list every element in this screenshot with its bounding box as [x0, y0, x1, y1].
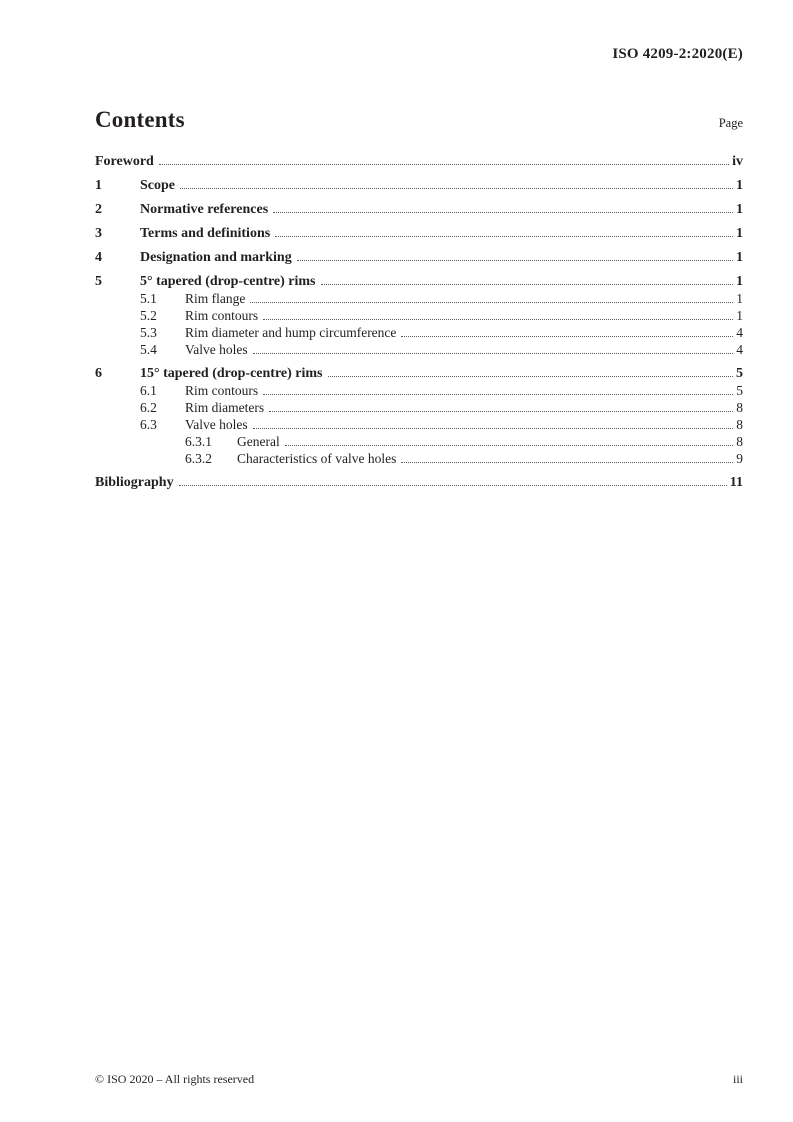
toc-entry [95, 365, 743, 382]
toc-dot-leader [159, 164, 729, 165]
toc-entry-title: Foreword [95, 154, 154, 169]
toc-dot-leader [269, 411, 733, 412]
toc-entry-number: 5.4 [140, 342, 157, 357]
toc-entry [95, 341, 743, 358]
toc-entry-page: 1 [736, 250, 743, 265]
toc-entry [95, 324, 743, 341]
toc-entry-title: General [237, 434, 280, 449]
toc-entry-number: 6.2 [140, 400, 157, 415]
toc-entry-page: 1 [736, 226, 743, 241]
toc-entry-page: 1 [736, 291, 743, 306]
toc-entry-title: Bibliography [95, 475, 174, 490]
toc-entry-number: 1 [95, 178, 102, 193]
page [95, 0, 743, 491]
toc-entry-title: Characteristics of valve holes [237, 451, 397, 466]
toc-entry-page: iv [732, 154, 743, 169]
toc-dot-leader [253, 353, 734, 354]
copyright-notice: © ISO 2020 – All rights reserved [95, 1072, 255, 1086]
toc-entry-title: Terms and definitions [140, 226, 271, 241]
toc-dot-leader [263, 394, 733, 395]
toc-entry-page: 5 [736, 383, 743, 398]
toc-entry-title: Scope [140, 178, 175, 193]
toc-dot-leader [263, 319, 733, 320]
toc-entry-title: Valve holes [185, 342, 248, 357]
contents-title: Contents [95, 107, 185, 132]
toc-entry [95, 290, 743, 307]
toc-entry [95, 153, 743, 170]
toc-dot-leader [180, 188, 733, 189]
toc-entry-page: 9 [736, 451, 743, 466]
toc-entry [95, 249, 743, 266]
toc-entry-title: Designation and marking [140, 250, 292, 265]
toc-entry-number: 5.3 [140, 325, 157, 340]
toc-entry-number: 6.3.2 [185, 451, 212, 466]
toc-dot-leader [250, 302, 733, 303]
toc-dot-leader [321, 284, 733, 285]
contents-header [95, 107, 743, 133]
toc-entry [95, 474, 743, 491]
toc-entry-page: 4 [736, 325, 743, 340]
toc-entry [95, 307, 743, 324]
toc-dot-leader [401, 462, 733, 463]
toc-entry [95, 450, 743, 467]
toc-entry [95, 273, 743, 290]
toc-entry-number: 5 [95, 274, 102, 289]
folio-page-number: iii [732, 1072, 743, 1086]
toc-entry-title: Valve holes [185, 417, 248, 432]
toc-dot-leader [275, 236, 733, 237]
toc-entry-number: 5.2 [140, 308, 157, 323]
toc-entry [95, 416, 743, 433]
toc-dot-leader [273, 212, 733, 213]
toc-entry-page: 5 [736, 366, 743, 381]
toc-entry-title: 15° tapered (drop-centre) rims [140, 366, 323, 381]
toc-entry-page: 11 [729, 475, 743, 490]
toc-entry [95, 399, 743, 416]
toc-entry-title: Rim diameters [185, 400, 265, 415]
toc-dot-leader [253, 428, 734, 429]
toc-entry-number: 6.1 [140, 383, 157, 398]
toc-entry-number: 2 [95, 202, 102, 217]
toc-entry-number: 5.1 [140, 291, 157, 306]
toc-entry-page: 8 [736, 417, 743, 432]
toc-entry [95, 177, 743, 194]
toc-entry-number: 6.3 [140, 417, 157, 432]
toc-entry-title: Normative references [140, 202, 269, 217]
toc-list [95, 153, 743, 491]
toc-entry [95, 225, 743, 242]
toc-entry-title: Rim contours [185, 308, 259, 323]
toc-entry-number: 4 [95, 250, 102, 265]
toc-entry [95, 201, 743, 218]
page-column-label: Page [718, 116, 743, 130]
toc-entry-title: Rim flange [185, 291, 246, 306]
toc-dot-leader [401, 336, 733, 337]
toc-entry-number: 3 [95, 226, 102, 241]
toc-entry [95, 382, 743, 399]
toc-dot-leader [285, 445, 734, 446]
toc-dot-leader [179, 485, 727, 486]
toc-entry-page: 1 [736, 202, 743, 217]
toc-entry-number: 6.3.1 [185, 434, 212, 449]
toc-entry-title: Rim contours [185, 383, 259, 398]
toc-entry-page: 8 [736, 434, 743, 449]
toc-entry-title: Rim diameter and hump circumference [185, 325, 397, 340]
toc-dot-leader [328, 376, 733, 377]
toc-entry-page: 1 [736, 178, 743, 193]
toc-entry-title: 5° tapered (drop-centre) rims [140, 274, 316, 289]
toc-entry-number: 6 [95, 366, 102, 381]
toc-entry-page: 1 [736, 308, 743, 323]
document-reference: ISO 4209-2:2020(E) [612, 46, 743, 62]
toc-entry-page: 1 [736, 274, 743, 289]
toc-entry-page: 4 [736, 342, 743, 357]
toc-entry-page: 8 [736, 400, 743, 415]
toc-entry [95, 433, 743, 450]
page-footer [95, 1072, 743, 1087]
toc-dot-leader [297, 260, 733, 261]
